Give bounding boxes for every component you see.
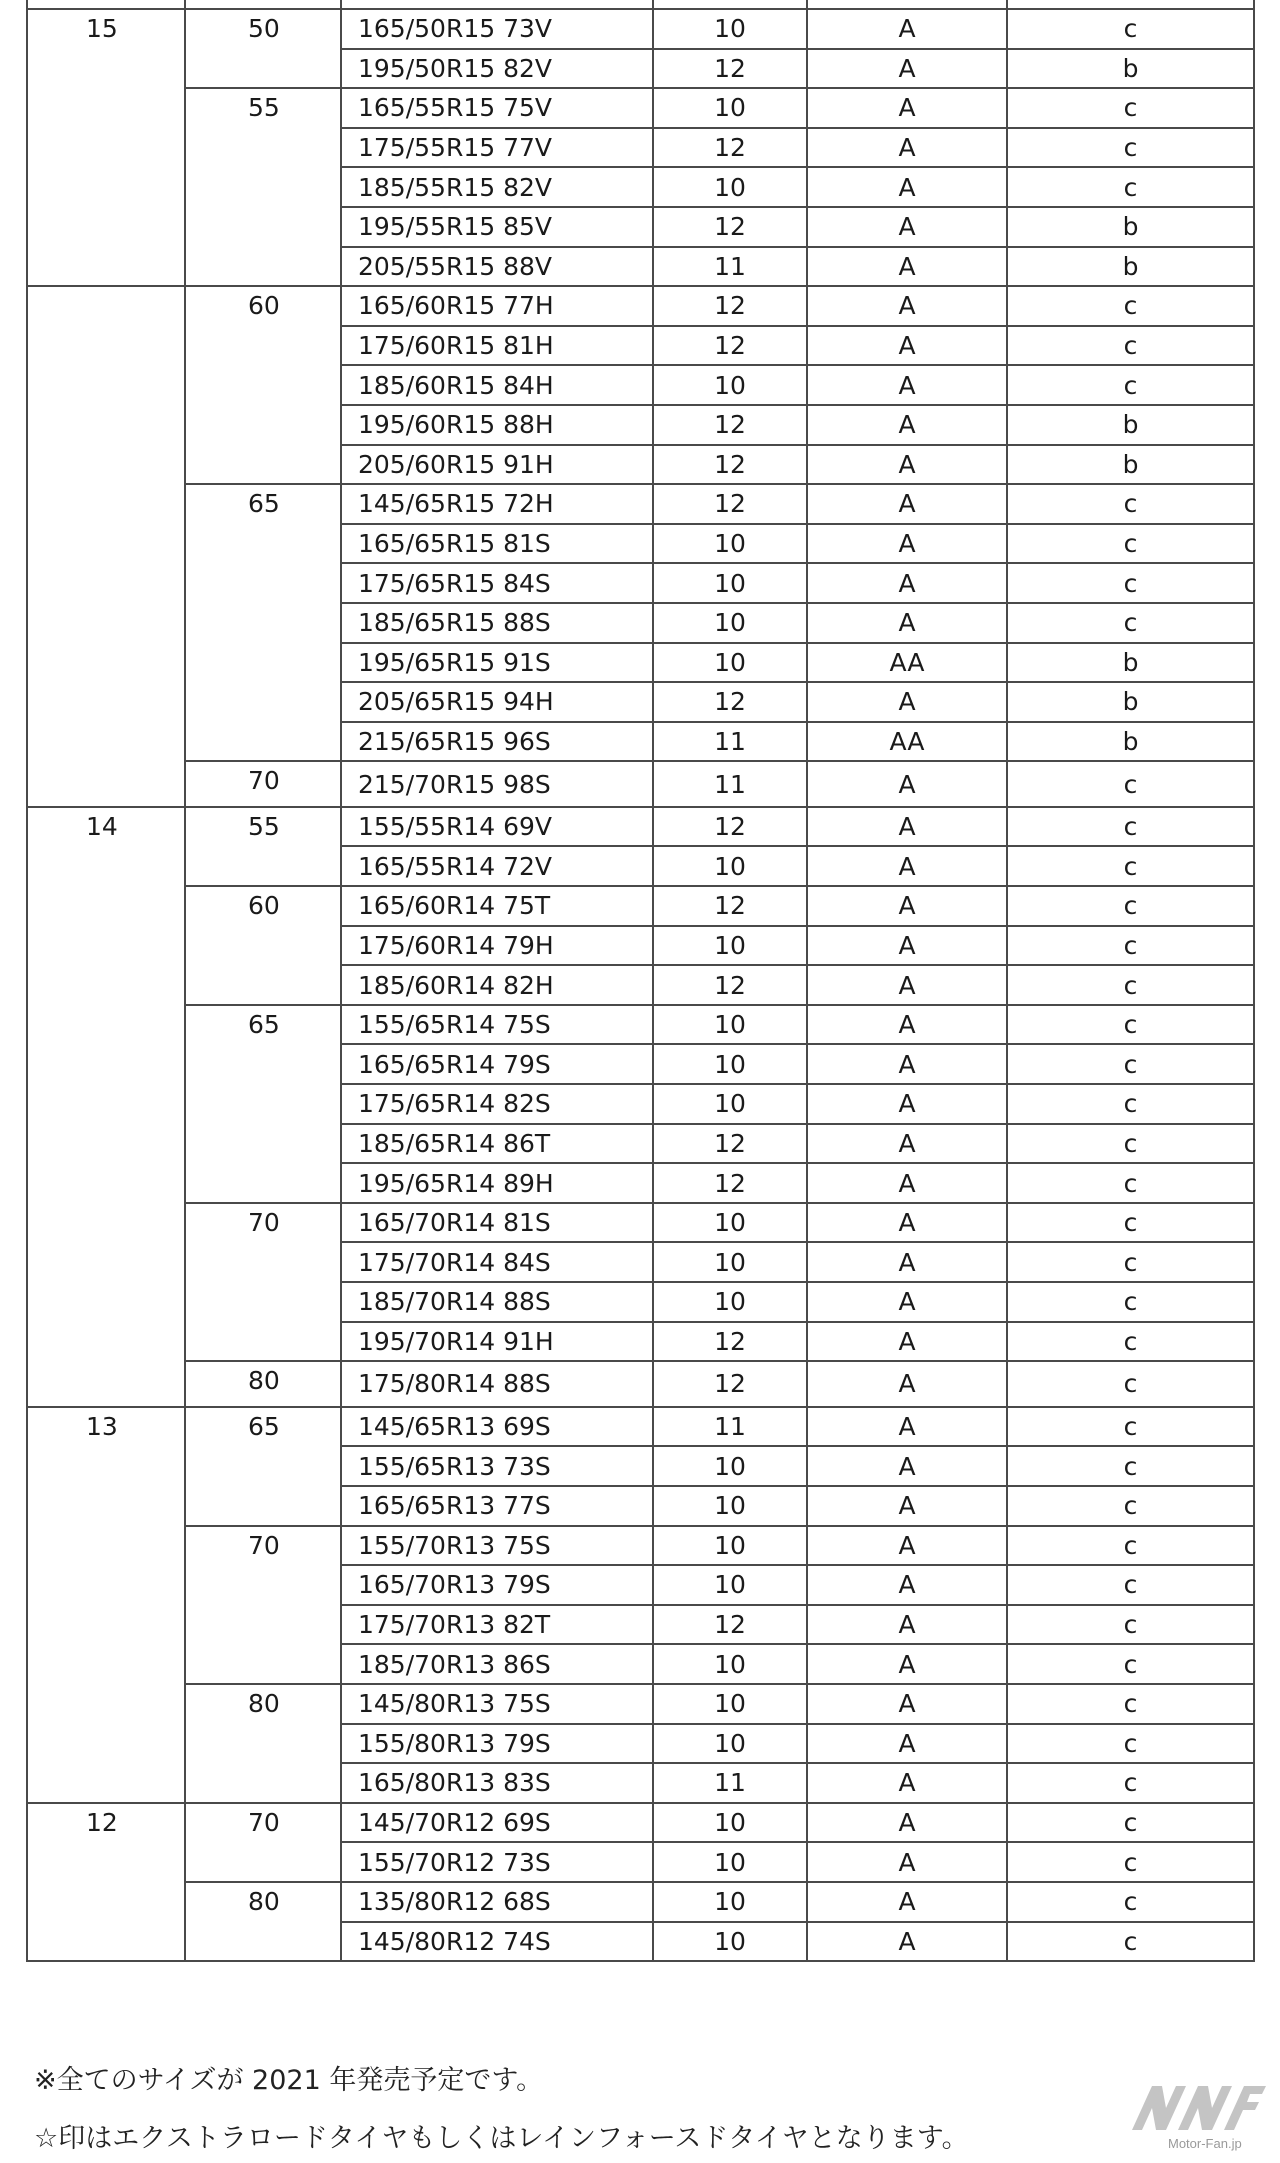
rolling-resistance-grade-cell: A xyxy=(807,1322,1007,1362)
tire-size-cell: 195/60R15 88H xyxy=(341,405,653,445)
load-rating-cell: 12 xyxy=(653,965,807,1005)
table-edge-cell xyxy=(1007,0,1254,9)
table-edge-cell xyxy=(341,0,653,9)
tire-size-cell: 165/70R13 79S xyxy=(341,1565,653,1605)
load-rating-cell: 11 xyxy=(653,1407,807,1447)
wet-grip-grade-cell: c xyxy=(1007,1044,1254,1084)
tire-size-cell: 145/70R12 69S xyxy=(341,1803,653,1843)
table-row xyxy=(27,1407,1254,1447)
table-top-edge xyxy=(27,0,1254,9)
load-rating-cell: 10 xyxy=(653,524,807,564)
load-rating-cell: 12 xyxy=(653,1124,807,1164)
table-edge-cell xyxy=(185,0,341,9)
rolling-resistance-grade-cell: A xyxy=(807,247,1007,287)
wet-grip-grade-cell: c xyxy=(1007,1163,1254,1203)
rolling-resistance-grade-cell: A xyxy=(807,1282,1007,1322)
load-rating-cell: 12 xyxy=(653,682,807,722)
wet-grip-grade-cell: c xyxy=(1007,1322,1254,1362)
rolling-resistance-grade-cell: A xyxy=(807,167,1007,207)
aspect-ratio-cell: 55 xyxy=(185,88,341,286)
tire-size-cell: 175/60R14 79H xyxy=(341,926,653,966)
motor-fan-logo xyxy=(1128,2078,1268,2152)
rolling-resistance-grade-cell: A xyxy=(807,1763,1007,1803)
rolling-resistance-grade-cell: A xyxy=(807,1361,1007,1407)
load-rating-cell: 10 xyxy=(653,9,807,49)
logo-mark-icon xyxy=(1128,2078,1268,2138)
load-rating-cell: 10 xyxy=(653,1565,807,1605)
aspect-ratio-cell: 70 xyxy=(185,761,341,807)
rolling-resistance-grade-cell: A xyxy=(807,9,1007,49)
load-rating-cell: 12 xyxy=(653,1163,807,1203)
tire-size-cell: 165/50R15 73V xyxy=(341,9,653,49)
tire-size-cell: 155/70R12 73S xyxy=(341,1842,653,1882)
wet-grip-grade-cell: c xyxy=(1007,1803,1254,1843)
aspect-ratio-cell: 65 xyxy=(185,1005,341,1203)
tire-size-cell: 145/80R12 74S xyxy=(341,1922,653,1962)
extra-load-note: ☆印はエクストラロードタイヤもしくはレインフォースドタイヤとなります。 xyxy=(34,2123,969,2154)
rolling-resistance-grade-cell: A xyxy=(807,1526,1007,1566)
load-rating-cell: 10 xyxy=(653,365,807,405)
tire-size-cell: 195/55R15 85V xyxy=(341,207,653,247)
wet-grip-grade-cell: b xyxy=(1007,247,1254,287)
tire-size-cell: 185/60R15 84H xyxy=(341,365,653,405)
load-rating-cell: 11 xyxy=(653,1763,807,1803)
load-rating-cell: 12 xyxy=(653,49,807,89)
wet-grip-grade-cell: b xyxy=(1007,49,1254,89)
table-row xyxy=(27,286,1254,326)
rolling-resistance-grade-cell: A xyxy=(807,1644,1007,1684)
rolling-resistance-grade-cell: A xyxy=(807,1005,1007,1045)
table-row xyxy=(27,807,1254,847)
load-rating-cell: 10 xyxy=(653,1242,807,1282)
table-row xyxy=(27,88,1254,128)
wet-grip-grade-cell: c xyxy=(1007,9,1254,49)
rolling-resistance-grade-cell: A xyxy=(807,1407,1007,1447)
wet-grip-grade-cell: c xyxy=(1007,167,1254,207)
tire-size-cell: 165/55R14 72V xyxy=(341,846,653,886)
load-rating-cell: 10 xyxy=(653,1005,807,1045)
wet-grip-grade-cell: c xyxy=(1007,1922,1254,1962)
load-rating-cell: 10 xyxy=(653,1044,807,1084)
table-row xyxy=(27,1882,1254,1922)
load-rating-cell: 10 xyxy=(653,88,807,128)
rim-diameter-cell: 15 xyxy=(27,9,185,286)
load-rating-cell: 10 xyxy=(653,1724,807,1764)
wet-grip-grade-cell: c xyxy=(1007,1842,1254,1882)
load-rating-cell: 10 xyxy=(653,926,807,966)
load-rating-cell: 12 xyxy=(653,207,807,247)
aspect-ratio-cell: 80 xyxy=(185,1882,341,1961)
tire-size-cell: 185/65R15 88S xyxy=(341,603,653,643)
rolling-resistance-grade-cell: A xyxy=(807,682,1007,722)
wet-grip-grade-cell: c xyxy=(1007,484,1254,524)
logo-subtext: Motor-Fan.jp xyxy=(1168,2136,1242,2151)
rolling-resistance-grade-cell: A xyxy=(807,603,1007,643)
wet-grip-grade-cell: c xyxy=(1007,128,1254,168)
aspect-ratio-cell: 50 xyxy=(185,9,341,88)
wet-grip-grade-cell: b xyxy=(1007,682,1254,722)
wet-grip-grade-cell: c xyxy=(1007,286,1254,326)
table-row xyxy=(27,1005,1254,1045)
rolling-resistance-grade-cell: A xyxy=(807,1922,1007,1962)
tire-size-cell: 185/65R14 86T xyxy=(341,1124,653,1164)
tire-size-cell: 155/65R13 73S xyxy=(341,1446,653,1486)
load-rating-cell: 12 xyxy=(653,445,807,485)
table-row xyxy=(27,1803,1254,1843)
load-rating-cell: 10 xyxy=(653,1486,807,1526)
tire-size-cell: 195/50R15 82V xyxy=(341,49,653,89)
wet-grip-grade-cell: b xyxy=(1007,722,1254,762)
wet-grip-grade-cell: b xyxy=(1007,207,1254,247)
tire-size-cell: 205/60R15 91H xyxy=(341,445,653,485)
load-rating-cell: 10 xyxy=(653,1644,807,1684)
rolling-resistance-grade-cell: AA xyxy=(807,722,1007,762)
tire-size-cell: 165/65R13 77S xyxy=(341,1486,653,1526)
load-rating-cell: 10 xyxy=(653,1282,807,1322)
load-rating-cell: 10 xyxy=(653,603,807,643)
tire-size-cell: 205/65R15 94H xyxy=(341,682,653,722)
aspect-ratio-cell: 70 xyxy=(185,1203,341,1361)
rolling-resistance-grade-cell: A xyxy=(807,1882,1007,1922)
tire-size-cell: 175/70R14 84S xyxy=(341,1242,653,1282)
wet-grip-grade-cell: c xyxy=(1007,807,1254,847)
wet-grip-grade-cell: c xyxy=(1007,1242,1254,1282)
rolling-resistance-grade-cell: A xyxy=(807,563,1007,603)
wet-grip-grade-cell: c xyxy=(1007,524,1254,564)
wet-grip-grade-cell: c xyxy=(1007,1124,1254,1164)
rim-diameter-cell: 12 xyxy=(27,1803,185,1961)
rolling-resistance-grade-cell: A xyxy=(807,128,1007,168)
wet-grip-grade-cell: c xyxy=(1007,1882,1254,1922)
table-row xyxy=(27,1526,1254,1566)
tire-size-cell: 185/55R15 82V xyxy=(341,167,653,207)
rolling-resistance-grade-cell: A xyxy=(807,1446,1007,1486)
tire-size-cell: 165/65R14 79S xyxy=(341,1044,653,1084)
wet-grip-grade-cell: b xyxy=(1007,405,1254,445)
wet-grip-grade-cell: c xyxy=(1007,1282,1254,1322)
aspect-ratio-cell: 70 xyxy=(185,1526,341,1684)
rolling-resistance-grade-cell: A xyxy=(807,524,1007,564)
tire-size-cell: 165/70R14 81S xyxy=(341,1203,653,1243)
wet-grip-grade-cell: b xyxy=(1007,643,1254,683)
tire-size-cell: 165/60R14 75T xyxy=(341,886,653,926)
tire-size-cell: 195/65R14 89H xyxy=(341,1163,653,1203)
aspect-ratio-cell: 60 xyxy=(185,886,341,1005)
rolling-resistance-grade-cell: A xyxy=(807,1163,1007,1203)
tire-size-cell: 175/65R15 84S xyxy=(341,563,653,603)
wet-grip-grade-cell: c xyxy=(1007,1526,1254,1566)
load-rating-cell: 12 xyxy=(653,1361,807,1407)
tire-size-cell: 155/80R13 79S xyxy=(341,1724,653,1764)
rolling-resistance-grade-cell: A xyxy=(807,886,1007,926)
load-rating-cell: 10 xyxy=(653,1084,807,1124)
table-row xyxy=(27,9,1254,49)
wet-grip-grade-cell: c xyxy=(1007,1084,1254,1124)
load-rating-cell: 12 xyxy=(653,405,807,445)
load-rating-cell: 12 xyxy=(653,807,807,847)
wet-grip-grade-cell: c xyxy=(1007,1724,1254,1764)
tire-size-cell: 145/65R13 69S xyxy=(341,1407,653,1447)
table-row xyxy=(27,1684,1254,1724)
table-edge-cell xyxy=(653,0,807,9)
aspect-ratio-cell: 70 xyxy=(185,1803,341,1882)
wet-grip-grade-cell: c xyxy=(1007,603,1254,643)
tire-size-cell: 175/65R14 82S xyxy=(341,1084,653,1124)
tire-size-cell: 175/80R14 88S xyxy=(341,1361,653,1407)
wet-grip-grade-cell: c xyxy=(1007,365,1254,405)
tire-size-cell: 155/70R13 75S xyxy=(341,1526,653,1566)
tire-size-cell: 145/80R13 75S xyxy=(341,1684,653,1724)
rolling-resistance-grade-cell: A xyxy=(807,1486,1007,1526)
rolling-resistance-grade-cell: A xyxy=(807,1044,1007,1084)
rolling-resistance-grade-cell: A xyxy=(807,761,1007,807)
tire-size-cell: 165/65R15 81S xyxy=(341,524,653,564)
rolling-resistance-grade-cell: A xyxy=(807,1684,1007,1724)
load-rating-cell: 11 xyxy=(653,722,807,762)
wet-grip-grade-cell: c xyxy=(1007,1763,1254,1803)
table-edge-cell xyxy=(27,0,185,9)
load-rating-cell: 10 xyxy=(653,643,807,683)
wet-grip-grade-cell: c xyxy=(1007,326,1254,366)
tire-size-cell: 185/60R14 82H xyxy=(341,965,653,1005)
rolling-resistance-grade-cell: A xyxy=(807,846,1007,886)
load-rating-cell: 10 xyxy=(653,1684,807,1724)
aspect-ratio-cell: 60 xyxy=(185,286,341,484)
load-rating-cell: 10 xyxy=(653,1803,807,1843)
tire-size-cell: 155/55R14 69V xyxy=(341,807,653,847)
load-rating-cell: 10 xyxy=(653,846,807,886)
load-rating-cell: 12 xyxy=(653,1322,807,1362)
rim-diameter-cell: 13 xyxy=(27,1407,185,1803)
load-rating-cell: 10 xyxy=(653,563,807,603)
tire-size-cell: 155/65R14 75S xyxy=(341,1005,653,1045)
load-rating-cell: 12 xyxy=(653,128,807,168)
wet-grip-grade-cell: c xyxy=(1007,761,1254,807)
rolling-resistance-grade-cell: A xyxy=(807,1084,1007,1124)
table-row xyxy=(27,1361,1254,1407)
rim-diameter-cell xyxy=(27,286,185,807)
rolling-resistance-grade-cell: A xyxy=(807,1203,1007,1243)
rolling-resistance-grade-cell: A xyxy=(807,88,1007,128)
tire-size-table xyxy=(26,0,1255,1962)
wet-grip-grade-cell: b xyxy=(1007,445,1254,485)
wet-grip-grade-cell: c xyxy=(1007,1605,1254,1645)
rolling-resistance-grade-cell: A xyxy=(807,445,1007,485)
rolling-resistance-grade-cell: A xyxy=(807,1803,1007,1843)
tire-size-cell: 185/70R13 86S xyxy=(341,1644,653,1684)
load-rating-cell: 10 xyxy=(653,1922,807,1962)
wet-grip-grade-cell: c xyxy=(1007,1486,1254,1526)
tire-size-cell: 175/70R13 82T xyxy=(341,1605,653,1645)
tire-size-cell: 165/55R15 75V xyxy=(341,88,653,128)
tire-size-cell: 175/60R15 81H xyxy=(341,326,653,366)
table-row xyxy=(27,484,1254,524)
wet-grip-grade-cell: c xyxy=(1007,563,1254,603)
wet-grip-grade-cell: c xyxy=(1007,1407,1254,1447)
wet-grip-grade-cell: c xyxy=(1007,1684,1254,1724)
rolling-resistance-grade-cell: A xyxy=(807,1124,1007,1164)
tire-size-cell: 215/70R15 98S xyxy=(341,761,653,807)
wet-grip-grade-cell: c xyxy=(1007,1446,1254,1486)
table-row xyxy=(27,1203,1254,1243)
wet-grip-grade-cell: c xyxy=(1007,965,1254,1005)
wet-grip-grade-cell: c xyxy=(1007,1644,1254,1684)
rolling-resistance-grade-cell: A xyxy=(807,405,1007,445)
tire-size-cell: 175/55R15 77V xyxy=(341,128,653,168)
tire-size-cell: 195/65R15 91S xyxy=(341,643,653,683)
load-rating-cell: 10 xyxy=(653,1842,807,1882)
load-rating-cell: 10 xyxy=(653,1203,807,1243)
rolling-resistance-grade-cell: A xyxy=(807,49,1007,89)
wet-grip-grade-cell: c xyxy=(1007,926,1254,966)
rolling-resistance-grade-cell: A xyxy=(807,326,1007,366)
release-note: ※全てのサイズが 2021 年発売予定です。 xyxy=(34,2065,544,2096)
rolling-resistance-grade-cell: A xyxy=(807,965,1007,1005)
table-row xyxy=(27,886,1254,926)
rim-diameter-cell: 14 xyxy=(27,807,185,1407)
tire-size-cell: 195/70R14 91H xyxy=(341,1322,653,1362)
tire-size-cell: 185/70R14 88S xyxy=(341,1282,653,1322)
table-row xyxy=(27,761,1254,807)
aspect-ratio-cell: 80 xyxy=(185,1361,341,1407)
aspect-ratio-cell: 65 xyxy=(185,484,341,761)
load-rating-cell: 10 xyxy=(653,167,807,207)
load-rating-cell: 10 xyxy=(653,1446,807,1486)
rolling-resistance-grade-cell: A xyxy=(807,1605,1007,1645)
wet-grip-grade-cell: c xyxy=(1007,1203,1254,1243)
tire-size-cell: 215/65R15 96S xyxy=(341,722,653,762)
rolling-resistance-grade-cell: A xyxy=(807,1242,1007,1282)
rolling-resistance-grade-cell: A xyxy=(807,807,1007,847)
aspect-ratio-cell: 80 xyxy=(185,1684,341,1803)
tire-size-cell: 165/60R15 77H xyxy=(341,286,653,326)
load-rating-cell: 10 xyxy=(653,1882,807,1922)
load-rating-cell: 12 xyxy=(653,1605,807,1645)
load-rating-cell: 12 xyxy=(653,286,807,326)
aspect-ratio-cell: 55 xyxy=(185,807,341,886)
table-edge-cell xyxy=(807,0,1007,9)
load-rating-cell: 11 xyxy=(653,247,807,287)
wet-grip-grade-cell: c xyxy=(1007,1361,1254,1407)
rolling-resistance-grade-cell: A xyxy=(807,286,1007,326)
rolling-resistance-grade-cell: A xyxy=(807,365,1007,405)
load-rating-cell: 12 xyxy=(653,326,807,366)
wet-grip-grade-cell: c xyxy=(1007,846,1254,886)
wet-grip-grade-cell: c xyxy=(1007,88,1254,128)
tire-size-cell: 205/55R15 88V xyxy=(341,247,653,287)
tire-size-cell: 135/80R12 68S xyxy=(341,1882,653,1922)
tire-size-cell: 165/80R13 83S xyxy=(341,1763,653,1803)
rolling-resistance-grade-cell: A xyxy=(807,207,1007,247)
rolling-resistance-grade-cell: A xyxy=(807,1565,1007,1605)
rolling-resistance-grade-cell: AA xyxy=(807,643,1007,683)
load-rating-cell: 11 xyxy=(653,761,807,807)
load-rating-cell: 12 xyxy=(653,886,807,926)
load-rating-cell: 10 xyxy=(653,1526,807,1566)
rolling-resistance-grade-cell: A xyxy=(807,1842,1007,1882)
rolling-resistance-grade-cell: A xyxy=(807,484,1007,524)
wet-grip-grade-cell: c xyxy=(1007,886,1254,926)
wet-grip-grade-cell: c xyxy=(1007,1005,1254,1045)
aspect-ratio-cell: 65 xyxy=(185,1407,341,1526)
rolling-resistance-grade-cell: A xyxy=(807,926,1007,966)
tire-size-cell: 145/65R15 72H xyxy=(341,484,653,524)
wet-grip-grade-cell: c xyxy=(1007,1565,1254,1605)
load-rating-cell: 12 xyxy=(653,484,807,524)
rolling-resistance-grade-cell: A xyxy=(807,1724,1007,1764)
